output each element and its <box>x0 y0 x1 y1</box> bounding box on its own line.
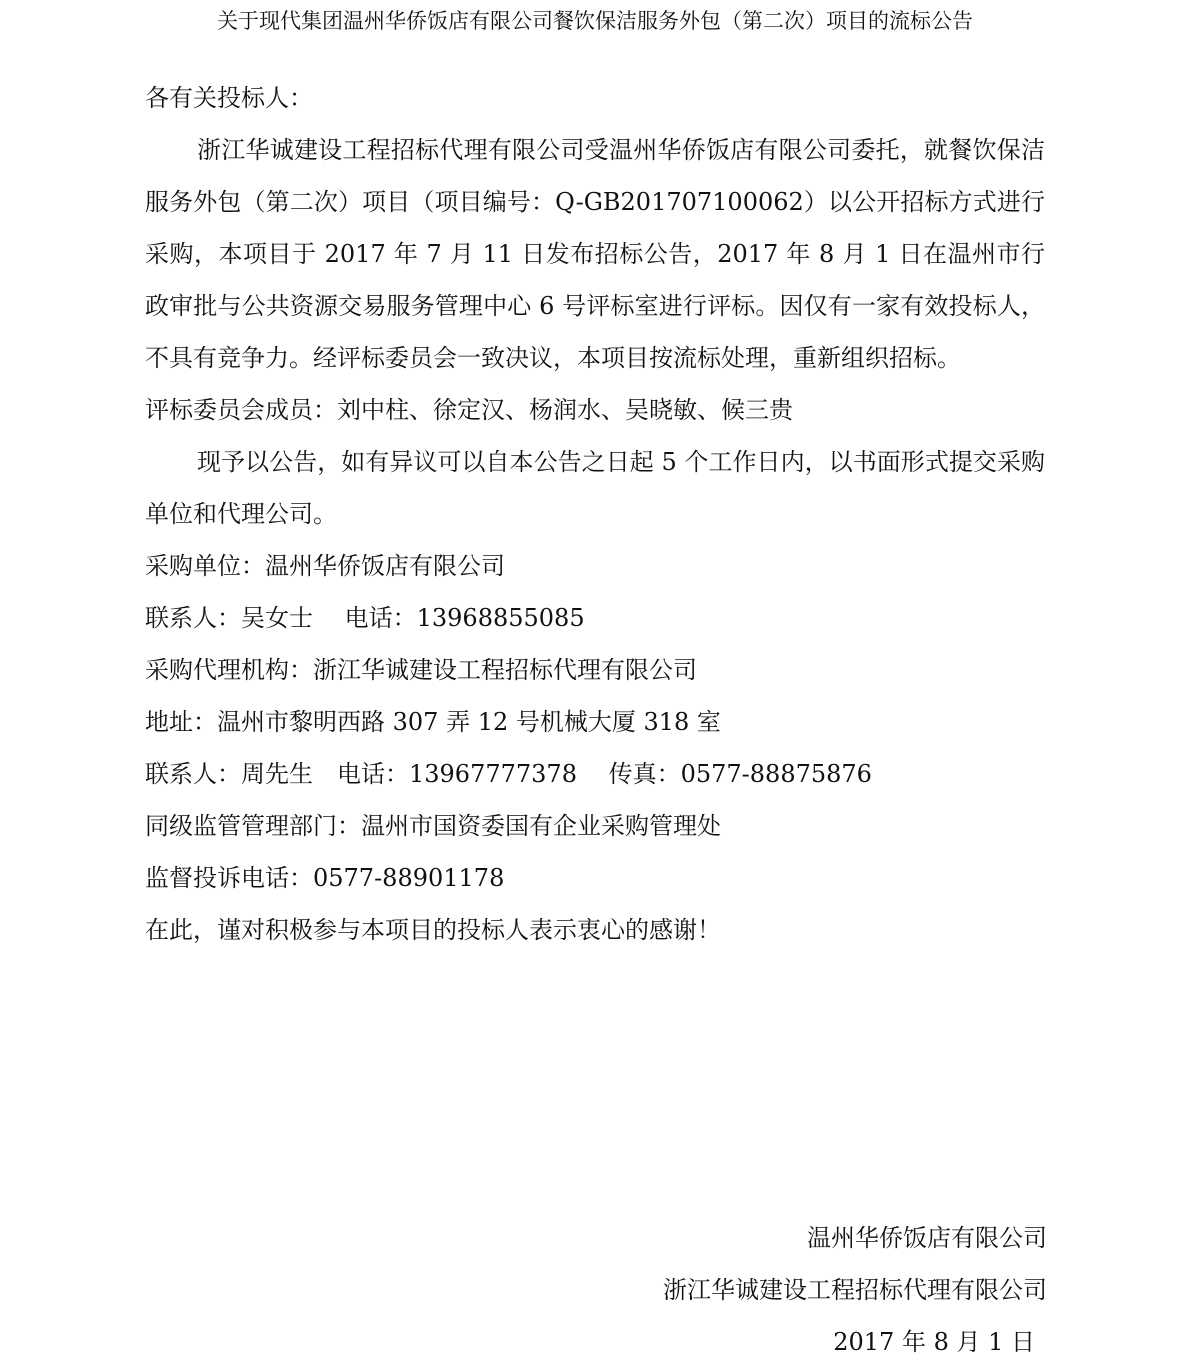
notice-paragraph: 现予以公告，如有异议可以自本公告之日起 5 个工作日内，以书面形式提交采购单位和代理公司。 <box>145 448 1045 528</box>
purchaser-contact-line: 联系人：吴女士 电话：13968855085 <box>145 604 585 632</box>
signature-org-purchaser: 温州华侨饭店有限公司 <box>807 1224 1047 1252</box>
complaint-phone-line: 监督投诉电话：0577-88901178 <box>145 864 505 892</box>
signature-date: 2017 年 8 月 1 日 <box>833 1328 1035 1356</box>
agency-line: 采购代理机构：浙江华诚建设工程招标代理有限公司 <box>145 656 697 684</box>
agency-contact-line: 联系人：周先生 电话：13967777378 传真：0577-88875876 <box>145 760 872 788</box>
main-paragraph: 浙江华诚建设工程招标代理有限公司受温州华侨饭店有限公司委托，就餐饮保洁服务外包（第二次）项目（项目编号：Q-GB201707100062）以公开招标方式进行采购，本项目于 2017 年 7 月 11 日发布招标公告，2017 年 8 月 1 日在温州市行政审批与公共资源交易服务管理中心 6 号评标室进行评标。因仅有一家有效投标人，不具有竞争力。经评标委员会一致决议，本项目按流标处理，重新组织招标。 <box>145 136 1045 372</box>
document-title: 关于现代集团温州华侨饭店有限公司餐饮保洁服务外包（第二次）项目的流标公告 <box>217 9 973 33</box>
signature-block <box>663 1212 1047 1368</box>
thanks-line: 在此，谨对积极参与本项目的投标人表示衷心的感谢！ <box>145 916 721 944</box>
supervisor-line: 同级监管管理部门：温州市国资委国有企业采购管理处 <box>145 812 721 840</box>
document-body <box>145 72 1045 956</box>
purchaser-line: 采购单位：温州华侨饭店有限公司 <box>145 552 505 580</box>
address-line: 地址：温州市黎明西路 307 弄 12 号机械大厦 318 室 <box>145 708 721 736</box>
signature-org-agency: 浙江华诚建设工程招标代理有限公司 <box>663 1276 1047 1304</box>
salutation: 各有关投标人： <box>145 84 313 112</box>
committee-members: 评标委员会成员：刘中柱、徐定汉、杨润水、吴晓敏、候三贵 <box>145 396 793 424</box>
